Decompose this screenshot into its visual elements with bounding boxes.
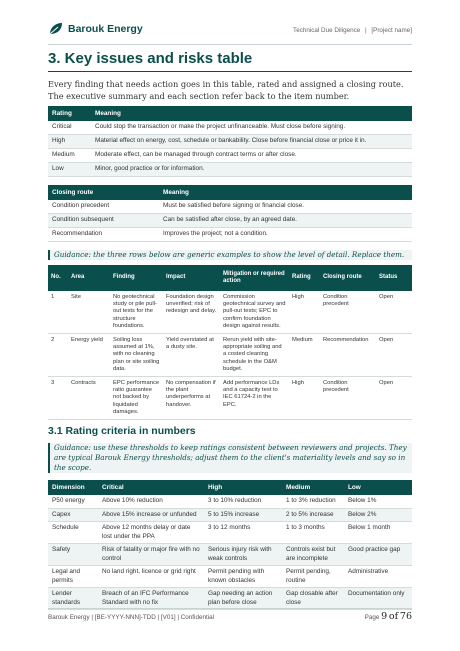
page-label: Page [364,614,380,621]
low-cell: Documentation only [344,588,412,610]
table-row [48,149,412,163]
low-cell: Below 2% [344,508,412,522]
critical-cell: Above 10% reduction [98,495,204,508]
high-cell: 3 to 10% reduction [204,495,282,508]
brand-logo [48,22,143,36]
medium-cell: Permit pending, routine [282,566,344,588]
issue-mitigation: Commission geotechnical survey and pull-out tests; EPC to confirm foundation design against results. [220,291,289,334]
section-title: 3. Key issues and risks table [48,50,253,67]
meaning-cell: Moderate effect, can be managed through contract terms or after close. [91,149,412,163]
low-cell: Administrative [344,566,412,588]
rating-cell: Critical [48,121,91,135]
meaning-cell: Could stop the transaction or make the project unfinanceable. Must close before signing. [91,121,412,135]
critical-cell: Risk of fatality or major fire with no control [98,544,204,566]
table-header: Low [344,480,412,495]
issue-impact: Foundation design unverified; risk of redesign and delay. [163,291,220,334]
issue-mitigation: Rerun yield with site-appropriate soiling and a costed cleaning schedule in the O&M budget. [220,334,289,377]
meaning-cell: Material effect on energy, cost, schedule or bankability. Close before financial close or price it in. [91,135,412,149]
route-cell: Recommendation [48,228,159,242]
header-separator: | [365,27,367,34]
title-divider [48,71,412,72]
guidance-note: Guidance: use these thresholds to keep ratings consistent between reviewers and projects. They are typical Barouk Energy thresholds; adjust them to the client's materiality levels and say so in the scope. [48,443,412,473]
header-divider [48,44,412,45]
medium-cell: 1 to 3 months [282,522,344,544]
page-indicator [365,611,412,622]
table-row [48,291,412,334]
doc-title: Technical Due Diligence [293,27,361,34]
issue-closing-route: Condition precedent [320,291,376,334]
medium-cell: 1 to 3% reduction [282,495,344,508]
rating-criteria-table [48,480,412,610]
issue-rating: High [289,377,320,420]
dimension-cell: Safety [48,544,98,566]
table-row [48,544,412,566]
rating-cell: High [48,135,91,149]
dimension-cell: Legal and permits [48,566,98,588]
issue-rating: Medium [289,334,320,377]
table-header: Closing route [320,265,376,291]
rating-table [48,106,412,177]
low-cell: Good practice gap [344,544,412,566]
issues-table [48,265,412,420]
issue-mitigation: Add performance LDs and a capacity test to IEC 61724-2 in the EPC. [220,377,289,420]
issue-status: Open [376,377,412,420]
issue-closing-route: Condition precedent [320,377,376,420]
project-name: [Project name] [371,27,412,34]
dimension-cell: Capex [48,508,98,522]
meaning-cell: Can be satisfied after close, by an agreed date. [159,214,412,228]
table-header: Critical [98,480,204,495]
table-header: Mitigation or required action [220,265,289,291]
rating-cell: Low [48,163,91,177]
issue-finding: No geotechnical study or pile pull-out tests for the structure foundations. [110,291,163,334]
brand-name: Barouk Energy [68,23,143,35]
critical-cell: Above 15% increase or unfunded [98,508,204,522]
high-cell: Serious injury risk with weak controls [204,544,282,566]
medium-cell: Gap closable after close [282,588,344,610]
total-pages: 76 [399,611,412,622]
table-row [48,121,412,135]
page-number: 9 [381,611,388,622]
issue-area: Energy yield [68,334,110,377]
issue-number: 3 [48,377,68,420]
table-header: Impact [163,265,220,291]
issue-impact: Yield overstated at a dusty site. [163,334,220,377]
table-header: No. [48,265,68,291]
low-cell: Below 1% [344,495,412,508]
table-header: Rating [289,265,320,291]
table-header: High [204,480,282,495]
table-row [48,135,412,149]
subsection-title: 3.1 Rating criteria in numbers [48,425,196,437]
table-row [48,200,412,214]
table-row [48,522,412,544]
meaning-cell: Improves the project; not a condition. [159,228,412,242]
table-header: Meaning [159,185,412,200]
issue-finding: Soiling loss assumed at 1%, with no cleaning plan or site soiling data. [110,334,163,377]
medium-cell: Controls exist but are incomplete [282,544,344,566]
page-of-label: of [388,611,399,622]
closing-route-table [48,185,412,242]
issue-closing-route: Recommendation [320,334,376,377]
footer-doc-reference: Barouk Energy | [BE-YYYY-NNN]-TDD | [V01] | Confidential [48,614,215,621]
footer-divider [48,608,412,609]
issue-status: Open [376,334,412,377]
issue-impact: No compensation if the plant underperforms at handover. [163,377,220,420]
table-header: Rating [48,106,91,121]
section-intro: Every finding that needs action goes in this table, rated and assigned a closing route. The executive summary and each section refer back to the item number. [48,79,404,101]
route-cell: Condition precedent [48,200,159,214]
table-header: Area [68,265,110,291]
high-cell: 3 to 12 months [204,522,282,544]
high-cell: Permit pending with known obstacles [204,566,282,588]
table-row [48,508,412,522]
table-row [48,588,412,610]
medium-cell: 2 to 5% increase [282,508,344,522]
table-row [48,377,412,420]
issue-rating: High [289,291,320,334]
table-header: Meaning [91,106,412,121]
issue-number: 1 [48,291,68,334]
issue-area: Contracts [68,377,110,420]
critical-cell: No land right, licence or grid right [98,566,204,588]
rating-cell: Medium [48,149,91,163]
table-header: Dimension [48,480,98,495]
table-row [48,495,412,508]
dimension-cell: Schedule [48,522,98,544]
issue-status: Open [376,291,412,334]
meaning-cell: Minor, good practice or for information. [91,163,412,177]
dimension-cell: P50 energy [48,495,98,508]
table-header: Finding [110,265,163,291]
table-row [48,334,412,377]
dimension-cell: Lender standards [48,588,98,610]
table-row [48,566,412,588]
critical-cell: Breach of an IFC Performance Standard with no fix [98,588,204,610]
route-cell: Condition subsequent [48,214,159,228]
issue-number: 2 [48,334,68,377]
table-header: Status [376,265,412,291]
low-cell: Below 1 month [344,522,412,544]
high-cell: Gap needing an action plan before close [204,588,282,610]
guidance-note: Guidance: the three rows below are generic examples to show the level of detail. Replace them. [48,250,412,260]
table-row [48,163,412,177]
table-row [48,228,412,242]
page-header [48,22,412,42]
header-doc-info [293,27,412,34]
issue-area: Site [68,291,110,334]
high-cell: 5 to 15% increase [204,508,282,522]
meaning-cell: Must be satisfied before signing or financial close. [159,200,412,214]
table-row [48,214,412,228]
critical-cell: Above 12 months delay or date lost under the PPA [98,522,204,544]
table-header: Medium [282,480,344,495]
table-header: Closing route [48,185,159,200]
leaf-logo-icon [48,22,64,36]
issue-finding: EPC performance ratio guarantee not backed by liquidated damages. [110,377,163,420]
